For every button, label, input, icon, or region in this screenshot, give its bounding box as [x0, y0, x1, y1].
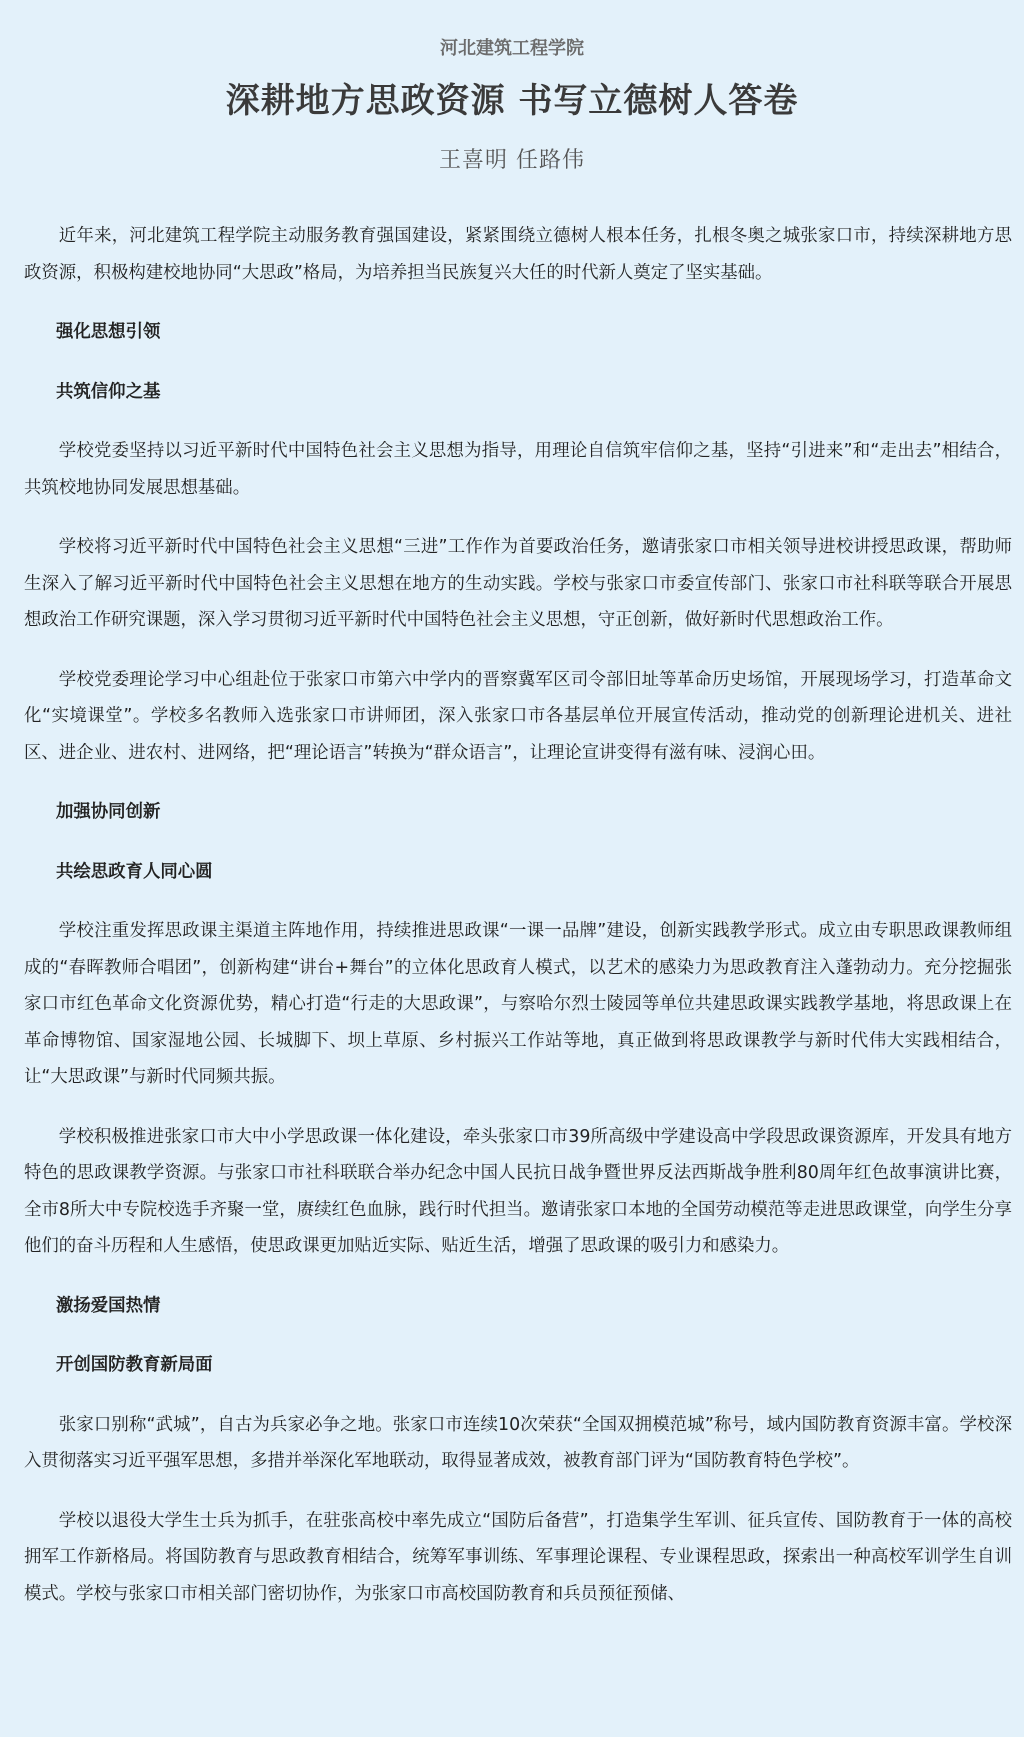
body-paragraph: 学校党委理论学习中心组赴位于张家口市第六中学内的晋察冀军区司令部旧址等革命历史场馆，开展现场学习，打造革命文化“实境课堂”。学校多名教师入选张家口市讲师团，深入张家口市各基层单位开展宣传活动，推动党的创新理论进机关、进社区、进企业、进农村、进网络，把“理论语言”转换为“群众语言”，让理论宣讲变得有滋有味、浸润心田。 [24, 669, 1012, 763]
body-paragraph: 学校积极推进张家口市大中小学思政课一体化建设，牵头张家口市39所高级中学建设高中学段思政课资源库，开发具有地方特色的思政课教学资源。与张家口市社科联联合举办纪念中国人民抗日战争暨世界反法西斯战争胜利80周年红色故事演讲比赛，全市8所大中专院校选手齐聚一堂，赓续红色血脉，践行时代担当。邀请张家口本地的全国劳动模范等走进思政课堂，向学生分享他们的奋斗历程和人生感悟，使思政课更加贴近实际、贴近生活，增强了思政课的吸引力和感染力。 [24, 1126, 1012, 1256]
section-heading: 开创国防教育新局面 [56, 1355, 213, 1375]
body-paragraph: 学校党委坚持以习近平新时代中国特色社会主义思想为指导，用理论自信筑牢信仰之基，坚持“引进来”和“走出去”相结合，共筑校地协同发展思想基础。 [24, 441, 1012, 498]
article-authors: 王喜明 任路伟 [439, 148, 585, 173]
body-paragraph: 学校将习近平新时代中国特色社会主义思想“三进”工作作为首要政治任务，邀请张家口市相关领导进校讲授思政课，帮助师生深入了解习近平新时代中国特色社会主义思想在地方的生动实践。学校与张家口市委宣传部门、张家口市社科联等联合开展思想政治工作研究课题，深入学习贯彻习近平新时代中国特色社会主义思想，守正创新，做好新时代思想政治工作。 [24, 537, 1012, 630]
body-paragraph: 学校注重发挥思政课主渠道主阵地作用，持续推进思政课“一课一品牌”建设，创新实践教学形式。成立由专职思政课教师组成的“春晖教师合唱团”，创新构建“讲台+舞台”的立体化思政育人模式，以艺术的感染力为思政教育注入蓬勃动力。充分挖掘张家口市红色革命文化资源优势，精心打造“行走的大思政课”，与察哈尔烈士陵园等单位共建思政课实践教学基地，将思政课上在革命博物馆、国家湿地公园、长城脚下、坝上草原、乡村振兴工作站等地，真正做到将思政课教学与新时代伟大实践相结合，让“大思政课”与新时代同频共振。 [24, 921, 1012, 1087]
article-title: 深耕地方思政资源 书写立德树人答卷 [225, 81, 799, 121]
article-body [24, 218, 1012, 1635]
section-heading: 共筑信仰之基 [56, 381, 161, 402]
section-heading: 强化思想引领 [56, 322, 161, 342]
section-heading: 加强协同创新 [56, 802, 161, 822]
section-heading: 激扬爱国热情 [56, 1295, 161, 1316]
section-heading: 共绘思政育人同心圆 [56, 861, 213, 882]
body-paragraph: 学校以退役大学生士兵为抓手，在驻张高校中率先成立“国防后备营”，打造集学生军训、征兵宣传、国防教育于一体的高校拥军工作新格局。将国防教育与思政教育相结合，统筹军事训练、军事理论课程、专业课程思政，探索出一种高校军训学生自训模式。学校与张家口市相关部门密切协作，为张家口市高校国防教育和兵员预征预储、 [24, 1510, 1012, 1604]
body-paragraph: 张家口别称“武城”，自古为兵家必争之地。张家口市连续10次荣获“全国双拥模范城”称号，域内国防教育资源丰富。学校深入贯彻落实习近平强军思想，多措并举深化军地联动，取得显著成效，被教育部门评为“国防教育特色学校”。 [24, 1414, 1012, 1471]
article-header [0, 0, 1024, 178]
body-paragraph: 近年来，河北建筑工程学院主动服务教育强国建设，紧紧围绕立德树人根本任务，扎根冬奥之城张家口市，持续深耕地方思政资源，积极构建校地协同“大思政”格局，为培养担当民族复兴大任的时代新人奠定了坚实基础。 [24, 226, 1012, 283]
organization-name: 河北建筑工程学院 [440, 38, 584, 59]
